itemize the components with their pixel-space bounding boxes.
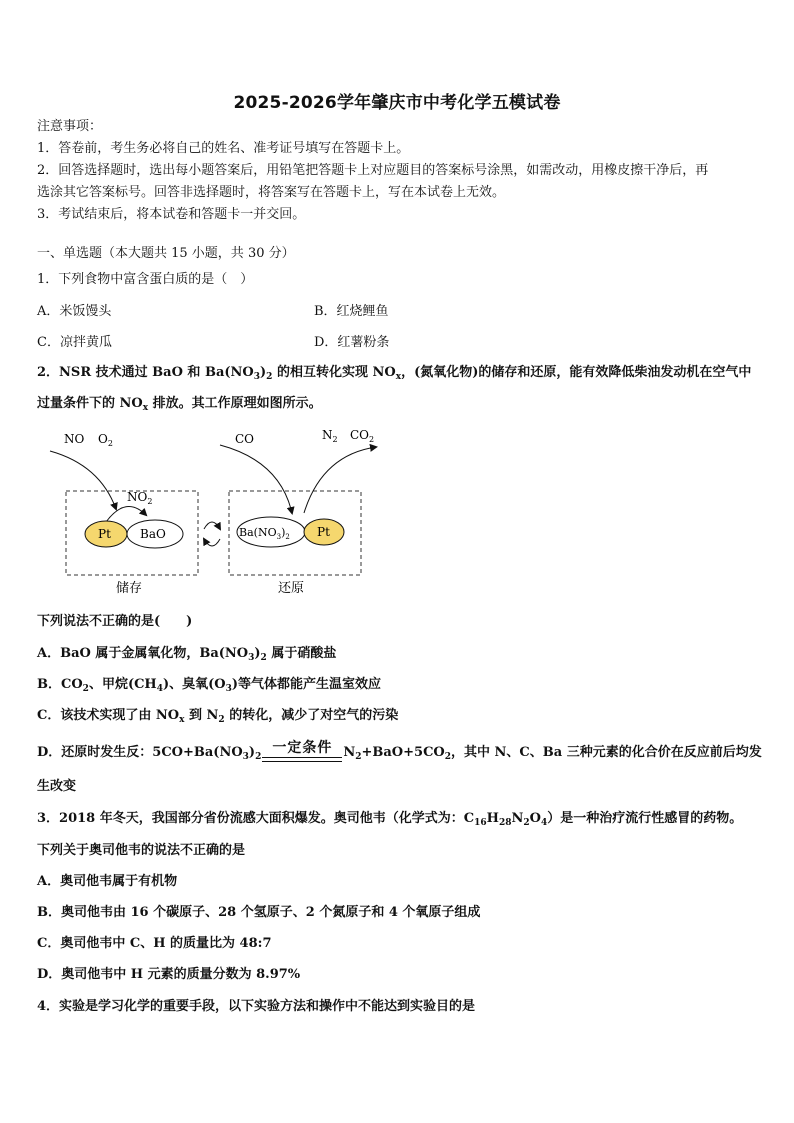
- reaction-condition: 一定条件: [262, 740, 342, 762]
- notice-item-2-cont: 选涂其它答案标号。回答非选择题时，将答案写在答题卡上，写在本试卷上无效。: [37, 185, 506, 200]
- notice-item-3: 3．考试结束后，将本试卷和答题卡一并交回。: [37, 207, 306, 222]
- notice-item-1: 1．答卷前，考生务必将自己的姓名、准考证号填写在答题卡上。: [37, 141, 410, 156]
- q2-question: 下列说法不正确的是( ): [37, 614, 193, 629]
- q1-option-b: B．红烧鲤鱼: [314, 304, 389, 319]
- q2-option-d-cont: 生改变: [37, 779, 77, 794]
- label-co: CO: [235, 432, 255, 446]
- q2-option-b: B．$CO_2$、甲烷$(CH_4)$、臭氧$(O_3)$等气体都能产生温室效应: [37, 677, 382, 694]
- arrow-inflow-storage: [50, 451, 116, 509]
- bao-label: BaO: [140, 527, 166, 541]
- arrow-out-n2-co2: [304, 447, 376, 513]
- q1-stem: 1．下列食物中富含蛋白质的是（ ）: [37, 272, 254, 287]
- label-co2: $CO_2$: [350, 428, 375, 444]
- arrow-cycle-top: [204, 522, 220, 529]
- q4-stem: 4．实验是学习化学的重要手段，以下实验方法和操作中不能达到实验目的是: [37, 999, 476, 1014]
- q2-option-d: D．还原时发生反：$5CO+Ba(NO_3)_2$ 一定条件 $N_2+BaO+5CO_2$，其中 N、C、Ba 三种元素的化合价在反应前后均发: [37, 740, 762, 762]
- notice-item-2: 2．回答选择题时，选出每小题答案后，用铅笔把答题卡上对应题目的答案标号涂黑，如需改动，用橡皮擦干净后，再: [37, 163, 709, 178]
- page-title: 2025-2026学年肇庆市中考化学五模试卷: [233, 93, 561, 113]
- q1-option-d: D．红薯粉条: [314, 335, 390, 350]
- bano3-label: $Ba(NO_3)_2$: [239, 526, 290, 541]
- pt-left-label: Pt: [98, 527, 111, 541]
- label-no2: $NO_2$: [127, 490, 153, 506]
- q3-option-a: A．奥司他韦属于有机物: [37, 874, 178, 889]
- storage-label: 储存: [116, 581, 143, 596]
- arrow-co-in: [220, 445, 292, 513]
- label-n2: $N_2$: [322, 428, 338, 444]
- nsr-diagram-svg: [40, 425, 400, 600]
- q2-stem-line2: 过量条件下的 $NO_x$ 排放。其工作原理如图所示。: [37, 396, 322, 413]
- arrow-cycle-bottom: [204, 539, 220, 546]
- pt-right-label: Pt: [317, 525, 330, 539]
- nsr-diagram: [40, 425, 400, 600]
- arrow-no2: [106, 506, 146, 522]
- q2-option-c: C．该技术实现了由 $NO_x$ 到 $N_2$ 的转化，减少了对空气的污染: [37, 708, 399, 725]
- label-o2: $O_2$: [98, 432, 113, 448]
- q2-option-a: A．BaO 属于金属氧化物，$Ba(NO_3)_2$ 属于硝酸盐: [37, 646, 337, 663]
- label-no: NO: [64, 432, 85, 446]
- reduction-label: 还原: [278, 581, 305, 596]
- q1-option-a: A．米饭馒头: [37, 304, 112, 319]
- q3-option-b: B．奥司他韦由 16 个碳原子、28 个氢原子、2 个氮原子和 4 个氧原子组成: [37, 905, 481, 920]
- q3-option-d: D．奥司他韦中 H 元素的质量分数为 8.97%: [37, 967, 301, 982]
- q3-stem-line1: 3．2018 年冬天，我国部分省份流感大面积爆发。奥司他韦（化学式为：$C_{16}H_{28}N_2O_4$）是一种治疗流行性感冒的药物。: [37, 811, 743, 828]
- notice-heading: 注意事项：: [37, 119, 103, 134]
- q2-stem-line1: 2．NSR 技术通过 BaO 和 $Ba(NO_3)_2$ 的相互转化实现 $NO_x$，(氮氧化物)的储存和还原，能有效降低柴油发动机在空气中: [37, 365, 752, 382]
- section-heading: 一、单选题（本大题共 15 小题，共 30 分）: [37, 246, 295, 261]
- q3-option-c: C．奥司他韦中 C、H 的质量比为 48:7: [37, 936, 272, 951]
- q1-option-c: C．凉拌黄瓜: [37, 335, 112, 350]
- q3-stem-line2: 下列关于奥司他韦的说法不正确的是: [37, 843, 246, 858]
